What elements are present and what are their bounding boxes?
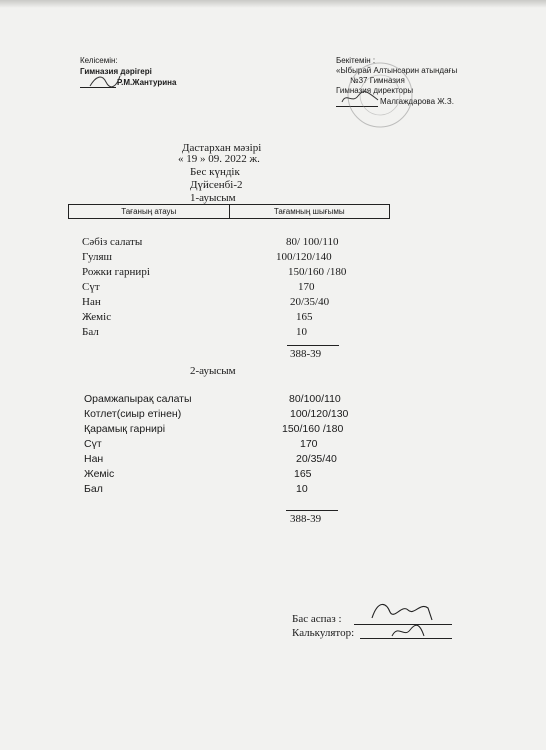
table-header-portion: Тағамның шығымы: [273, 207, 345, 216]
shift2-total-line: [286, 510, 338, 511]
menu-item-portion: 150/160 /180: [282, 423, 344, 435]
menu-title: Дастархан мәзірі: [182, 142, 262, 154]
menu-item-portion: 165: [294, 468, 312, 480]
table-header: [68, 204, 390, 219]
menu-item-portion: 20/35/40: [290, 296, 330, 308]
shift2-total: 388-39: [290, 513, 322, 525]
table-header-name: Тағаның атауы: [69, 205, 230, 218]
menu-item-portion: 100/120/140: [276, 251, 332, 263]
right-approval-line2: №37 Гимназия: [350, 76, 405, 85]
menu-item-name: Бал: [84, 483, 103, 495]
shift1-total-line: [287, 345, 339, 346]
shift1-label: 1-ауысым: [190, 192, 236, 204]
menu-item-name: Жеміс: [82, 311, 112, 323]
calculator-label: Калькулятор:: [292, 627, 355, 639]
menu-item-portion: 10: [296, 326, 307, 338]
chef-label: Бас аспаз :: [292, 613, 342, 625]
menu-item-name: Гуляш: [82, 251, 112, 263]
menu-item-portion: 165: [296, 311, 313, 323]
shift2-label: 2-ауысым: [190, 365, 236, 377]
menu-item-portion: 20/35/40: [296, 453, 337, 465]
menu-item-portion: 100/120/130: [290, 408, 349, 420]
menu-item-name: Нан: [82, 296, 101, 308]
right-approval-title: Бекітемін :: [336, 56, 376, 65]
right-approval-line3: Гимназия директоры: [336, 86, 414, 95]
right-approval-line1: «Ыбырай Алтынсарин атындағы: [336, 66, 458, 75]
menu-item-name: Орамжапырақ салаты: [84, 393, 192, 405]
left-approval-title: Келісемін:: [80, 56, 118, 65]
chef-signature: [368, 598, 438, 624]
menu-item-portion: 170: [298, 281, 315, 293]
left-approval-position: Гимназия дәрігері: [80, 67, 152, 76]
menu-item-portion: 150/160 /180: [288, 266, 347, 278]
menu-item-name: Қарамық гарнирі: [84, 423, 166, 435]
right-approval-name: Малгаждарова Ж.З.: [380, 97, 454, 106]
menu-item-name: Сәбіз салаты: [82, 236, 143, 248]
menu-item-name: Сүт: [82, 281, 100, 293]
menu-item-portion: 10: [296, 483, 308, 495]
menu-days: Бес күндік: [190, 166, 240, 178]
scan-edge: [0, 0, 546, 8]
menu-item-name: Котлет(сиыр етінен): [84, 408, 182, 420]
doctor-signature: [88, 72, 122, 90]
menu-item-portion: 80/100/110: [289, 393, 341, 405]
menu-item-name: Жеміс: [84, 468, 115, 480]
director-signature: [340, 90, 380, 106]
menu-item-portion: 170: [300, 438, 318, 450]
menu-day: Дүйсенбі-2: [190, 179, 243, 191]
menu-date: « 19 » 09. 2022 ж.: [178, 153, 260, 165]
menu-item-name: Нан: [84, 453, 104, 465]
shift1-total: 388-39: [290, 348, 322, 360]
menu-item-name: Рожки гарнирі: [82, 266, 150, 278]
left-approval-name: Р.М.Жантурина: [117, 78, 177, 87]
calculator-signature: [388, 622, 428, 640]
menu-item-portion: 80/ 100/110: [286, 236, 339, 248]
menu-item-name: Сүт: [84, 438, 102, 450]
menu-item-name: Бал: [82, 326, 99, 338]
